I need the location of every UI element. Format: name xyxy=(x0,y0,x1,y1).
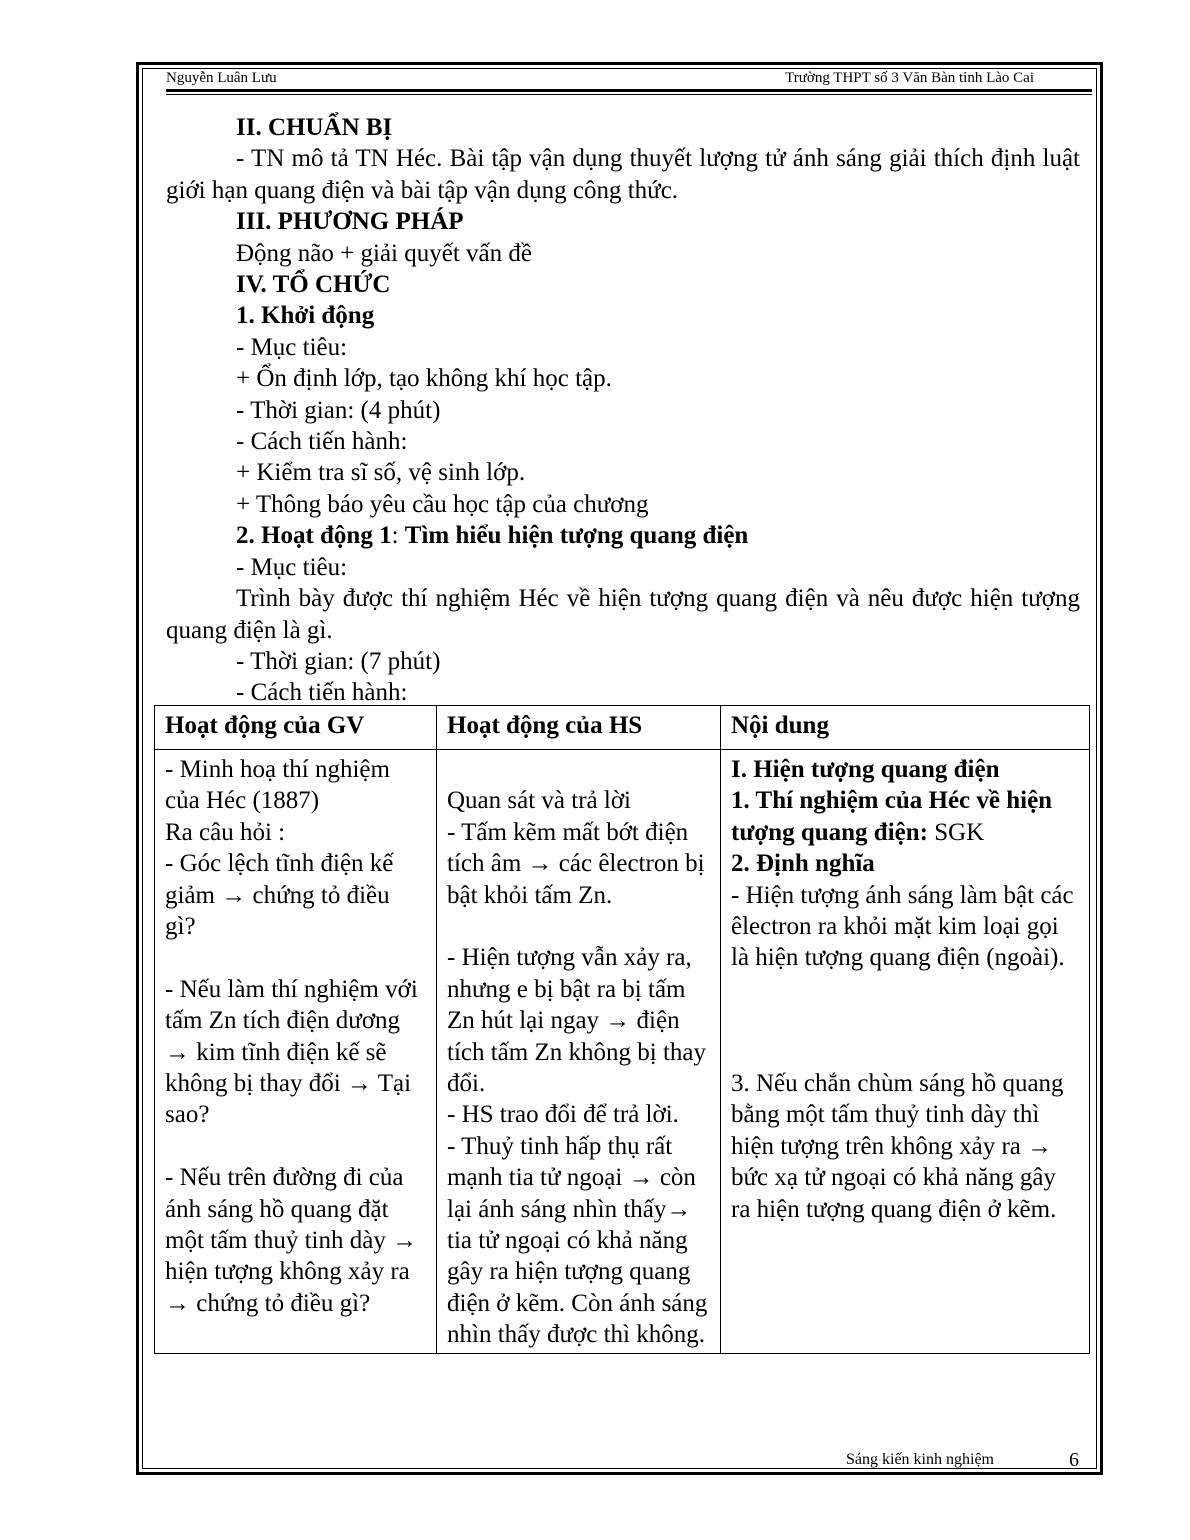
spacer xyxy=(731,974,1079,1005)
hd1-colon: : xyxy=(391,522,405,550)
chuan-bi-text: - TN mô tả TN Héc. Bài tập vận dụng thuyết lượng tử ánh sáng giải thích định luật giới hạn quang điện và bài tập vận dụng công thức. xyxy=(166,145,1080,204)
hs-quan-sat: Quan sát và trả lời xyxy=(447,787,631,815)
spacer xyxy=(165,1131,426,1162)
gv-cau-hoi-1: - Góc lệch tĩnh điện kế giảm → chứng tỏ điều gì? xyxy=(165,850,394,941)
header-gv: Hoạt động của GV xyxy=(155,706,437,750)
header-author: Nguyễn Luân Lưu xyxy=(166,70,277,86)
hd1-text: Trình bày được thí nghiệm Héc về hiện tượng quang điện và nêu được hiện tượng quang điện là gì. xyxy=(166,585,1080,644)
spacer xyxy=(447,754,710,785)
gv-cau-hoi-3: - Nếu trên đường đi của ánh sáng hồ quang đặt một tấm thuỷ tinh dày → hiện tượng không xảy ra → chứng tỏ điều gì? xyxy=(165,1164,418,1317)
section-title-phuong-phap: III. PHƯƠNG PHÁP xyxy=(236,208,464,236)
nd-title-1: I. Hiện tượng quang điện xyxy=(731,756,1000,783)
gv-cau-hoi-2: - Nếu làm thí nghiệm với tấm Zn tích điện dương → kim tĩnh điện kế sẽ không bị thay đổi → Tại sao? xyxy=(165,975,418,1129)
header-school: Trường THPT số 3 Văn Bàn tỉnh Lào Cai xyxy=(785,70,1034,86)
spacer xyxy=(165,942,426,973)
kd-muc-tieu: - Mục tiêu: xyxy=(236,333,348,361)
cell-hs xyxy=(437,750,721,1354)
footer-title: Sáng kiến kinh nghiệm xyxy=(846,1451,994,1468)
kd-cach-tien-hanh: - Cách tiến hành: xyxy=(236,428,408,456)
hs-tra-loi-2: - Hiện tượng vẫn xảy ra, nhưng e bị bật ra bị tấm Zn hút lại ngay → điện tích tấm Zn không bị thay đổi. xyxy=(447,944,706,1098)
hs-tra-loi-1: - Tấm kẽm mất bớt điện tích âm → các êlectron bị bật khỏi tấm Zn. xyxy=(447,818,705,909)
nd-title-2: 1. Thí nghiệm của Héc về hiện tượng quang điện: xyxy=(731,787,1053,846)
kd-thong-bao: + Thông báo yêu cầu học tập của chương xyxy=(236,490,649,518)
kd-kiem-tra: + Kiểm tra sĩ số, vệ sinh lớp. xyxy=(236,459,526,487)
header-rule-thick xyxy=(166,89,1092,92)
hd1-thoi-gian: - Thời gian: (7 phút) xyxy=(236,647,441,675)
table-row xyxy=(155,750,1090,1354)
section-title-to-chuc: IV. TỔ CHỨC xyxy=(236,271,391,299)
header-hs: Hoạt động của HS xyxy=(437,706,721,750)
nd-title-3: 2. Định nghĩa xyxy=(731,850,875,878)
kd-thoi-gian: - Thời gian: (4 phút) xyxy=(236,396,441,424)
cell-noi-dung xyxy=(721,750,1090,1354)
subsection-hoat-dong-1 xyxy=(166,520,1080,551)
activity-table xyxy=(154,705,1090,1354)
header-rule-thin xyxy=(166,94,1092,95)
gv-ra-cau-hoi: Ra câu hỏi : xyxy=(165,818,286,846)
hd1-title: Tìm hiểu hiện tượng quang điện xyxy=(404,522,749,550)
nd-thi-nghiem xyxy=(731,785,1079,848)
gv-minh-hoa: - Minh hoạ thí nghiệm của Héc (1887) xyxy=(165,756,390,815)
kd-on-dinh: + Ổn định lớp, tạo không khí học tập. xyxy=(236,365,612,393)
nd-muc-3: 3. Nếu chắn chùm sáng hồ quang bằng một tấm thuỷ tinh dày thì hiện tượng trên không xảy ra → bức xạ tử ngoại có khả năng gây ra hiện tượng quang điện ở kẽm. xyxy=(731,1070,1064,1223)
hs-trao-doi: - HS trao đổi để trả lời. xyxy=(447,1101,679,1129)
table-header-row xyxy=(155,706,1090,750)
subsection-khoi-dong: 1. Khởi động xyxy=(236,302,375,330)
hs-tra-loi-3: - Thuỷ tinh hấp thụ rất mạnh tia tử ngoại → còn lại ánh sáng nhìn thấy→ tia tử ngoại có khả năng gây ra hiện tượng quang điện ở kẽm. Còn ánh sáng nhìn thấy được thì không. xyxy=(447,1132,708,1349)
header-noi-dung: Nội dung xyxy=(721,706,1090,750)
nd-sgk: SGK xyxy=(927,818,985,846)
phuong-phap-text: Động não + giải quyết vấn đề xyxy=(236,239,532,267)
hd1-muc-tieu: - Mục tiêu: xyxy=(236,553,348,581)
section-title-chuan-bi: II. CHUẨN BỊ xyxy=(236,114,393,141)
page-number: 6 xyxy=(1069,1449,1079,1471)
cell-gv xyxy=(155,750,437,1354)
hd1-label: 2. Hoạt động 1 xyxy=(236,522,392,550)
spacer xyxy=(447,911,710,942)
hd1-cach-tien-hanh: - Cách tiến hành: xyxy=(236,679,408,707)
document-body xyxy=(166,112,1080,709)
nd-dinh-nghia: - Hiện tượng ánh sáng làm bật các êlectron ra khỏi mặt kim loại gọi là hiện tượng quang điện (ngoài). xyxy=(731,881,1074,972)
spacer xyxy=(731,1037,1079,1068)
spacer xyxy=(731,1005,1079,1036)
